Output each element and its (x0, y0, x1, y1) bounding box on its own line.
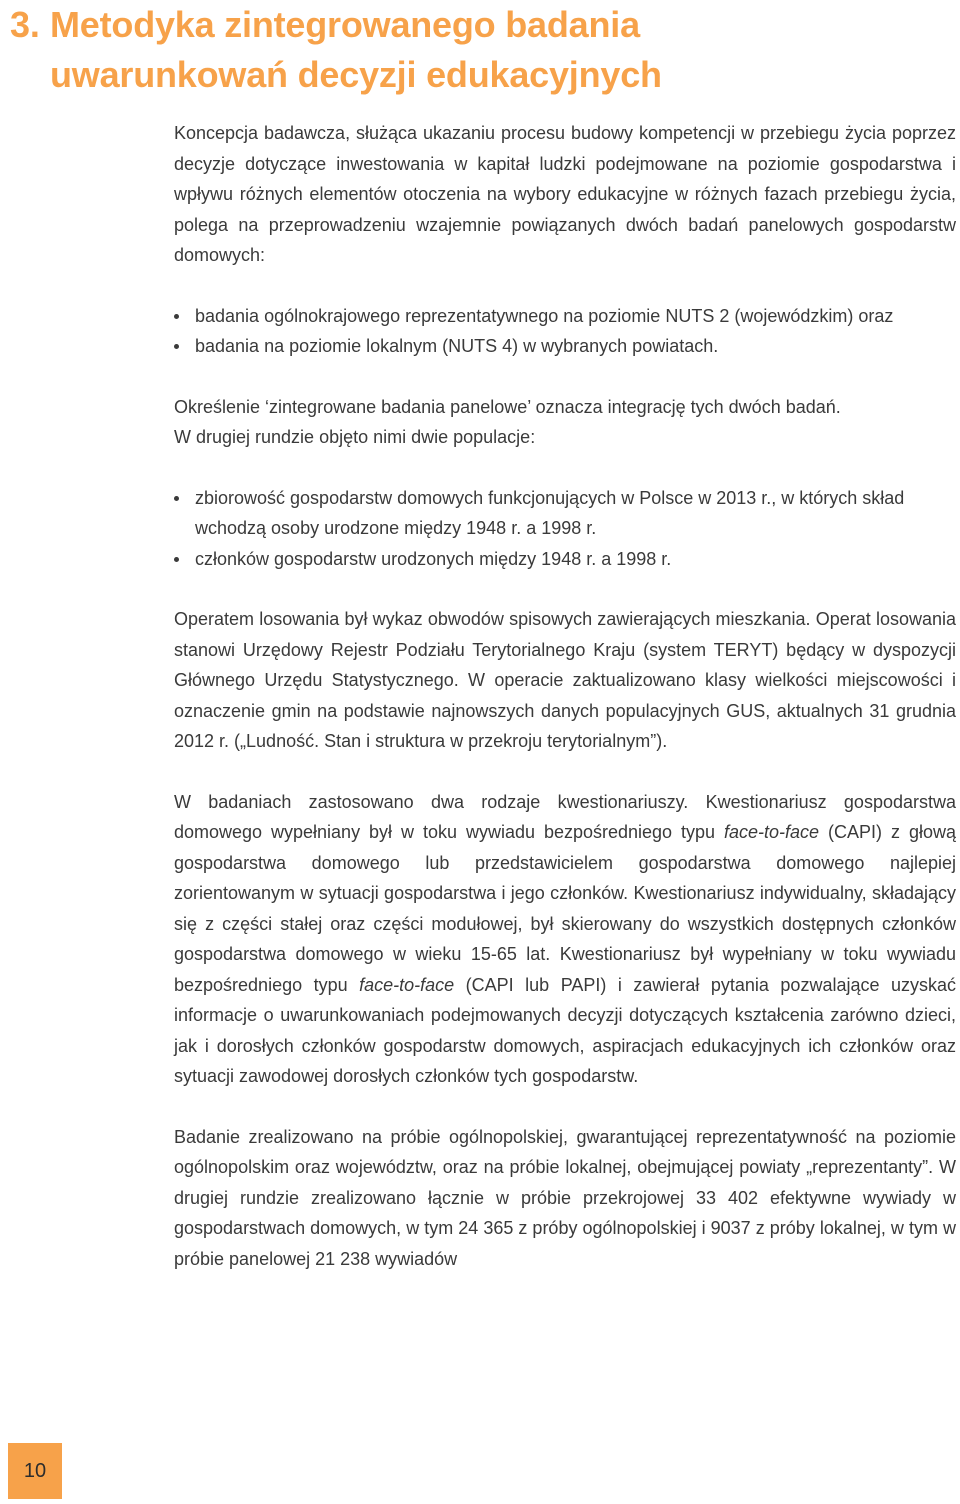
list-item (174, 544, 956, 575)
list-item (174, 331, 956, 362)
spacer (174, 271, 956, 301)
list-item-text: badania na poziomie lokalnym (NUTS 4) w wybranych powiatach. (195, 336, 719, 356)
questionnaire-text-1: W badaniach zastosowano dwa rodzaje kwestionariuszy. Kwestionariusz gospodarstwa domowego wypełniany był w toku wywiadu bezpośredniego typu (174, 791, 956, 842)
spacer (174, 362, 956, 392)
sample-paragraph: Badanie zrealizowano na próbie ogólnopolskiej, gwarantującej reprezentatywność na poziomie ogólnopolskim oraz województw, oraz na próbie lokalnej, obejmującej powiaty „reprezentanty”. W drugiej rundzie zrealizowano łącznie w próbie przekrojowej 33 402 efektywne wywiady w gospodarstwach domowych, w tym 24 365 z próby ogólnopolskiej i 9037 z próby lokalnej, w tym w próbie panelowej 21 238 wywiadów (174, 1126, 956, 1269)
list-item-text: członków gospodarstw urodzonych między 1948 r. a 1998 r. (195, 548, 672, 569)
questionnaire-italic-2: face-to-face (359, 974, 455, 995)
questionnaire-text-3: (CAPI lub PAPI) i zawierał pytania pozwalające uzyskać informacje o uwarunkowaniach podejmowanych decyzji dotyczących kształcenia zarówno dzieci, jak i dorosłych członków gospodarstw domowych, aspiracjach edukacyjnych ich członków oraz sytuacji zawodowej dorosłych członków tych gospodarstw. (174, 974, 957, 1086)
list-item (174, 301, 956, 332)
bullet-icon (174, 314, 179, 319)
bullet-icon (174, 344, 179, 349)
spacer (174, 1092, 956, 1122)
list-item-text: zbiorowość gospodarstw domowych funkcjonujących w Polsce w 2013 r., w których skład wchodzą osoby urodzone między 1948 r. a 1998 r. (195, 487, 905, 538)
chapter-title-line1: Metodyka zintegrowanego badania (50, 4, 640, 45)
page-number-badge: 10 (8, 1443, 62, 1499)
definition-line-1: Określenie ‘zintegrowane badania panelowe’ oznacza integrację tych dwóch badań. (174, 396, 841, 417)
definition-line-2: W drugiej rundzie objęto nimi dwie populacje: (174, 427, 536, 447)
chapter-number: 3. (10, 4, 40, 45)
sampling-frame-paragraph: Operatem losowania był wykaz obwodów spisowych zawierających mieszkania. Operat losowania stanowi Urzędowy Rejestr Podziału Terytorialnego Kraju (system TERYT) będący w dyspozycji Głównego Urzędu Statystycznego. W operacie zaktualizowano klasy wielkości miejscowości i oznaczenie gmin na podstawie najnowszych danych populacyjnych GUS, aktualnych 31 grudnia 2012 r. („Ludność. Stan i struktura w przekroju terytorialnym”). (174, 609, 956, 751)
bullet-icon (174, 557, 179, 562)
populations-list (174, 483, 956, 575)
bullet-icon (174, 496, 179, 501)
questionnaire-paragraph (174, 787, 956, 1092)
list-item (174, 483, 956, 544)
spacer (174, 453, 956, 483)
questionnaire-italic-1: face-to-face (724, 822, 820, 842)
list-item-text: badania ogólnokrajowego reprezentatywnego na poziomie NUTS 2 (wojewódzkim) oraz (195, 305, 894, 326)
survey-levels-list (174, 301, 956, 362)
chapter-title-line2: uwarunkowań decyzji edukacyjnych (50, 54, 662, 95)
questionnaire-text-2: (CAPI) z głową gospodarstwa domowego lub przedstawicielem gospodarstwa domowego najlepiej zorientowanym w sytuacji gospodarstwa i jego członków. Kwestionariusz indywidualny, składający się z części stałej oraz części modułowej, był skierowany do wszystkich dostępnych członków gospodarstwa domowego w wieku 15-65 lat. Kwestionariusz był wypełniany w toku wywiadu bezpośredniego typu (174, 822, 956, 995)
definition-paragraph (174, 392, 956, 453)
spacer (174, 574, 956, 604)
body-text (174, 118, 956, 1274)
intro-paragraph: Koncepcja badawcza, służąca ukazaniu procesu budowy kompetencji w przebiegu życia poprzez decyzje dotyczące inwestowania w kapitał ludzki podejmowane na poziomie gospodarstwa i wpływu różnych elementów otoczenia na wybory edukacyjne w różnych fazach przebiegu życia, polega na przeprowadzeniu wzajemnie powiązanych dwóch badań panelowych gospodarstw domowych: (174, 123, 956, 265)
spacer (174, 757, 956, 787)
chapter-heading (10, 0, 662, 100)
